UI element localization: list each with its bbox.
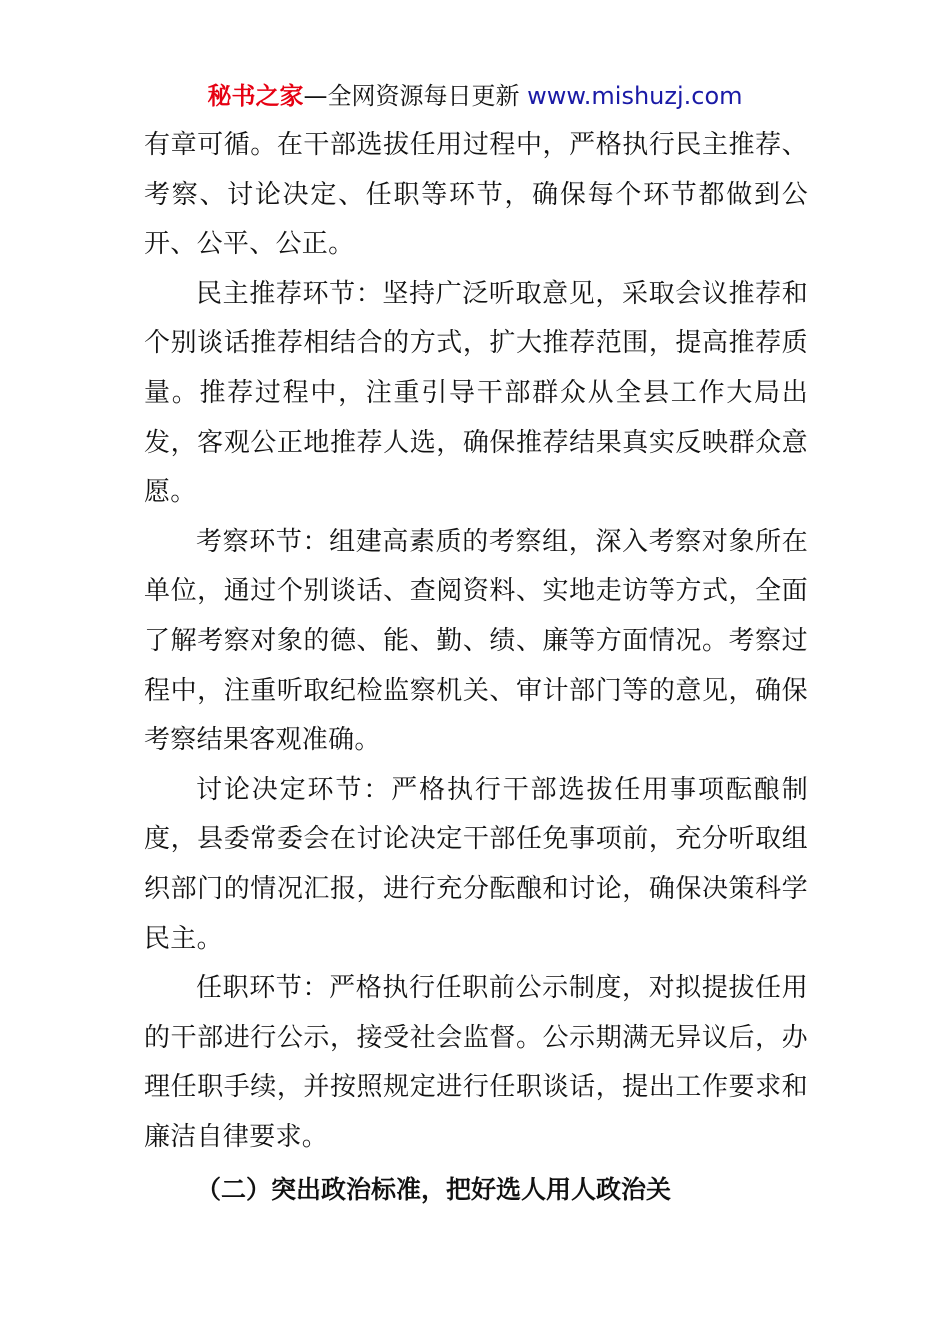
paragraph-recommendation: 民主推荐环节：坚持广泛听取意见，采取会议推荐和个别谈话推荐相结合的方式，扩大推荐范围，提高推荐质量。推荐过程中，注重引导干部群众从全县工作大局出发，客观公正地推荐人选，确保推荐结果真实反映群众意愿。 xyxy=(144,278,808,508)
body-text xyxy=(144,121,808,1162)
paragraph-continuation: 有章可循。在干部选拔任用过程中，严格执行民主推荐、考察、讨论决定、任职等环节，确保每个环节都做到公开、公平、公正。 xyxy=(144,130,808,260)
paragraph-decision: 讨论决定环节：严格执行干部选拔任用事项酝酿制度，县委常委会在讨论决定干部任免事项前，充分听取组织部门的情况汇报，进行充分酝酿和讨论，确保决策科学民主。 xyxy=(144,774,808,954)
site-url-link[interactable]: www.mishuzj.com xyxy=(527,82,743,110)
brand-name: 秘书之家 xyxy=(207,82,304,110)
header-tagline: 全网资源每日更新 xyxy=(327,82,520,110)
paragraph-appointment: 任职环节：严格执行任职前公示制度，对拟提拔任用的干部进行公示，接受社会监督。公示期满无异议后，办理任职手续，并按照规定进行任职谈话，提出工作要求和廉洁自律要求。 xyxy=(144,973,808,1152)
section-heading: （二）突出政治标准，把好选人用人政治关 xyxy=(196,1175,672,1204)
site-header xyxy=(0,79,950,113)
paragraph-inspection: 考察环节：组建高素质的考察组，深入考察对象所在单位，通过个别谈话、查阅资料、实地走访等方式，全面了解考察对象的德、能、勤、绩、廉等方面情况。考察过程中，注重听取纪检监察机关、审计部门等的意见，确保考察结果客观准确。 xyxy=(144,526,808,756)
header-separator: — xyxy=(303,82,328,110)
